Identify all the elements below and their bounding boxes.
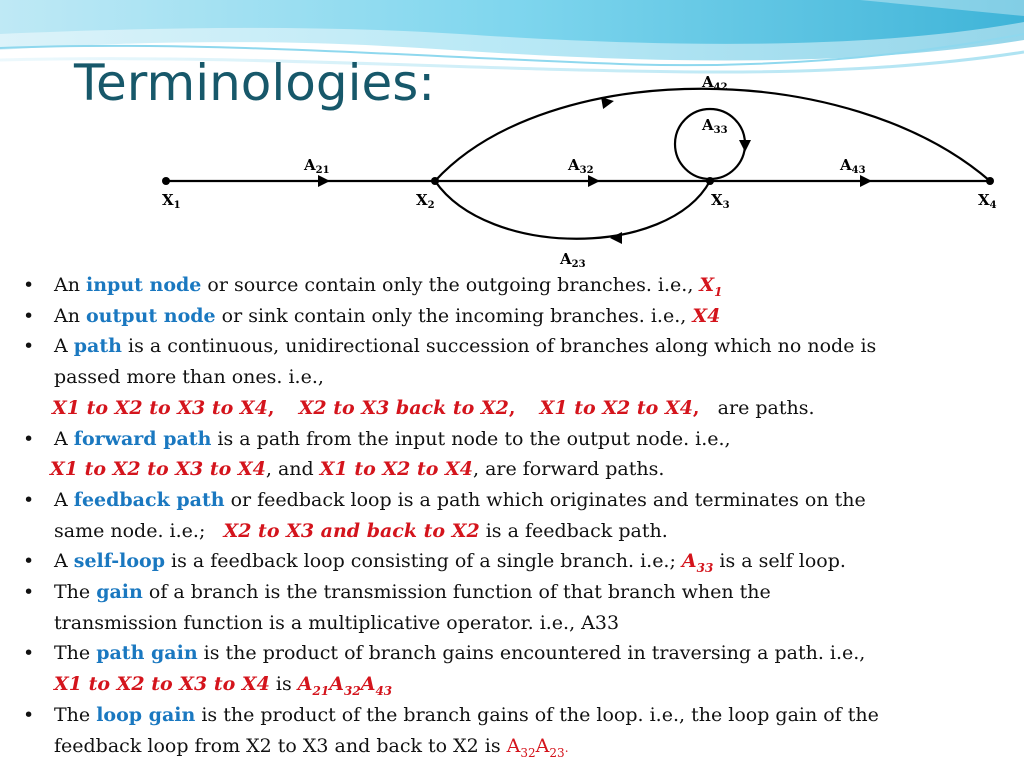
bullet-forward-path: • A forward path is a path from the input node to the output node. i.e., X1 to X2 to X3 to X4, and X1 to X2 to X4, are forward paths.	[22, 424, 1012, 485]
term-loop-gain: loop gain	[96, 703, 196, 726]
label-a21: $A_{21}$	[304, 156, 330, 176]
term-path-gain: path gain	[96, 642, 198, 665]
node-x1	[162, 177, 170, 185]
example-x4: X4	[692, 304, 721, 327]
node-x2	[431, 177, 439, 185]
terminology-list	[22, 270, 1012, 763]
term-input-node: input node	[86, 274, 202, 296]
branch-a23	[435, 181, 710, 239]
branch-a42	[435, 89, 990, 181]
term-feedback-path: feedback path	[73, 488, 225, 511]
loop-gain-product: $A_{32}A_{23}$.	[506, 734, 569, 760]
label-x3: $X_3$	[711, 191, 730, 211]
feedback-example: X2 to X3 and back to X2	[223, 519, 480, 542]
label-a43: $A_{43}$	[840, 156, 866, 176]
bullet-path-gain: • The path gain is the product of branch gains encountered in traversing a path. i.e., X1 to X2 to X3 to X4 is $A_{21}A_{32}A_{43}$	[22, 638, 1012, 699]
bullet-feedback-path: • A feedback path or feedback loop is a path which originates and terminates on the same node. i.e.; X2 to X3 and back to X2 is a feedback path.	[22, 485, 1012, 546]
label-a42: $A_{42}$	[702, 73, 728, 93]
term-gain: gain	[96, 581, 143, 604]
node-x4	[986, 177, 994, 185]
label-x2: $X_2$	[416, 191, 435, 211]
term-self-loop: self-loop	[73, 550, 165, 573]
term-forward-path: forward path	[73, 427, 212, 450]
bullet-path: • A path is a continuous, unidirectional succession of branches along which no node is passed more than ones. i.e., X1 to X2 to X3 to X4, X2 to X3 back to X2, X1 to X2 to X4, are paths.	[22, 331, 1012, 423]
arrow-a21	[318, 175, 330, 187]
label-a33: $A_{33}$	[702, 116, 728, 136]
arrow-a23	[610, 232, 622, 244]
example-x1: $X_1$	[699, 274, 723, 299]
path-gain-product: $A_{21}A_{32}A_{43}$	[297, 673, 393, 698]
label-x1: $X_1$	[162, 191, 181, 211]
term-output-node: output node	[86, 304, 216, 327]
bullet-input-node: • An input node or source contain only the outgoing branches. i.e., $X_1$	[22, 270, 1012, 301]
label-a32: $A_{32}$	[568, 156, 594, 176]
signal-flow-graph	[148, 68, 1018, 273]
arrow-a33	[739, 140, 751, 152]
path-examples: X1 to X2 to X3 to X4, X2 to X3 back to X2, X1 to X2 to X4, are paths.	[52, 396, 815, 419]
bullet-loop-gain: • The loop gain is the product of the branch gains of the loop. i.e., the loop gain of the feedback loop from X2 to X3 and back to X2 is $A_{32}A_{23}$.	[22, 700, 1012, 763]
bullet-gain: • The gain of a branch is the transmission function of that branch when the transmission function is a multiplicative operator. i.e., A33	[22, 577, 1012, 638]
label-a23: $A_{23}$	[560, 250, 586, 270]
forward-path-examples: X1 to X2 to X3 to X4, and X1 to X2 to X4, are forward paths.	[50, 458, 665, 481]
example-a33: $A_{33}$	[681, 550, 714, 576]
slide-title: Terminologies:	[74, 54, 436, 112]
term-path: path	[73, 335, 122, 358]
bullet-output-node: • An output node or sink contain only the incoming branches. i.e., X4	[22, 301, 1012, 332]
node-x3	[706, 177, 714, 185]
bullet-self-loop: • A self-loop is a feedback loop consisting of a single branch. i.e.; $A_{33}$ is a self loop.	[22, 546, 1012, 577]
label-x4: $X_4$	[978, 191, 997, 211]
arrow-a32	[588, 175, 600, 187]
arrow-a43	[860, 175, 872, 187]
